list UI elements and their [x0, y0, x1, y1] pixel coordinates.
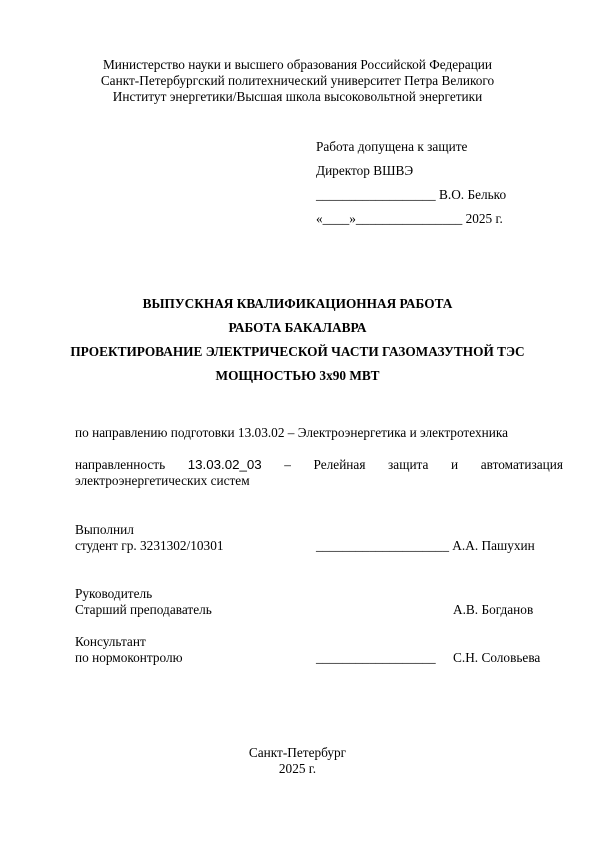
thesis-title-line2: МОЩНОСТЬЮ 3х90 МВТ — [215, 368, 380, 383]
focus-word: автоматизация — [480, 457, 563, 472]
focus-word: защита — [388, 457, 429, 472]
year: 2025 г. — [278, 761, 317, 776]
supervisor-role: Старший преподаватель — [75, 602, 212, 617]
supervisor-name: А.В. Богданов — [453, 602, 534, 617]
director-signature-line: __________________ В.О. Белько — [316, 187, 507, 202]
institute-name: Институт энергетики/Высшая школа высоковольтной энергетики — [112, 89, 483, 104]
approval-date-line: «____»________________ 2025 г. — [316, 211, 503, 226]
study-focus — [75, 457, 563, 489]
focus-word: направленность — [75, 457, 166, 472]
consultant-label: Консультант — [75, 634, 146, 649]
focus-code: 13.03.02_03 — [187, 457, 262, 472]
work-type-title: ВЫПУСКНАЯ КВАЛИФИКАЦИОННАЯ РАБОТА — [142, 296, 453, 311]
performer-role: студент гр. 3231302/10301 — [75, 538, 224, 553]
consultant-signature-line: __________________ — [316, 650, 436, 665]
ministry-name: Министерство науки и высшего образования Российской Федерации — [102, 57, 493, 72]
consultant-name: С.Н. Соловьева — [453, 650, 541, 665]
consultant-role: по нормоконтролю — [75, 650, 183, 665]
city: Санкт-Петербург — [248, 745, 347, 760]
focus-word: и — [451, 457, 459, 472]
approval-text: Работа допущена к защите — [316, 139, 468, 154]
thesis-title-line1: ПРОЕКТИРОВАНИЕ ЭЛЕКТРИЧЕСКОЙ ЧАСТИ ГАЗОМАЗУТНОЙ ТЭС — [70, 344, 525, 359]
performer-label: Выполнил — [75, 522, 134, 537]
university-name: Санкт-Петербургский политехнический университет Петра Великого — [100, 73, 495, 88]
focus-word: Релейная — [313, 457, 366, 472]
focus-word: – — [284, 457, 291, 472]
degree-title: РАБОТА БАКАЛАВРА — [228, 320, 367, 335]
study-direction: по направлению подготовки 13.03.02 – Электроэнергетика и электротехника — [75, 425, 508, 440]
focus-line2: электроэнергетических систем — [75, 473, 250, 488]
director-title: Директор ВШВЭ — [316, 163, 414, 178]
performer-signature: ____________________ А.А. Пашухин — [316, 538, 535, 553]
supervisor-label: Руководитель — [75, 586, 153, 601]
